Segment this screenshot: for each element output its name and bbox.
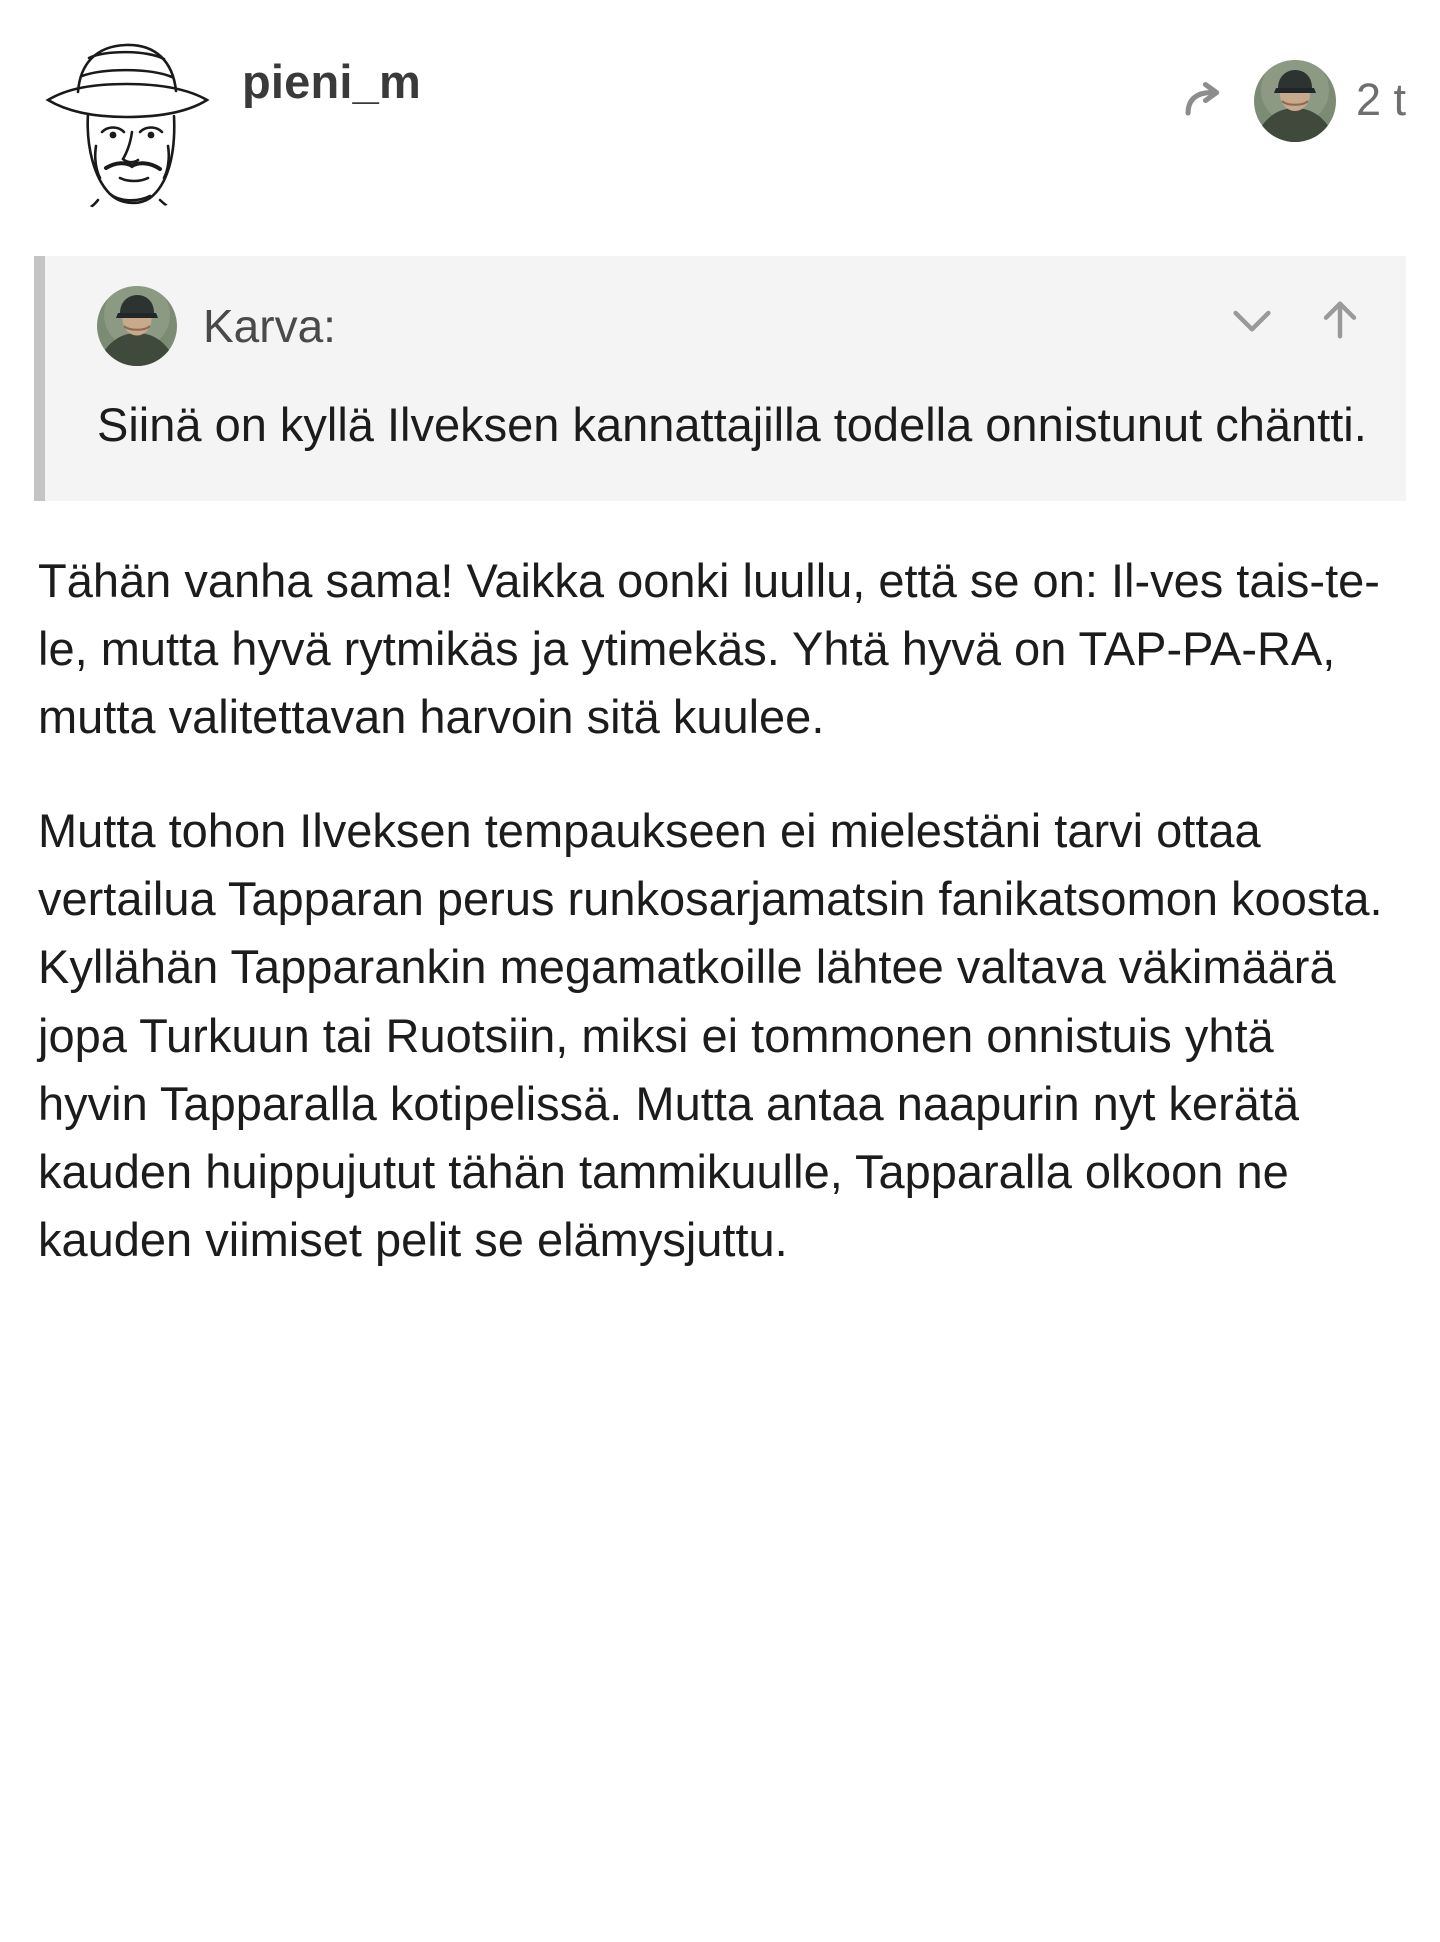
reply-arrow-icon[interactable] bbox=[1176, 72, 1234, 130]
up-arrow-icon[interactable] bbox=[1312, 292, 1368, 348]
post-paragraph: Tähän vanha sama! Vaikka oonki luullu, että se on: Il-ves tais-te-le, mutta hyvä rytmikäs ja ytimekäs. Yhtä hyvä on TAP-PA-RA, mutta valitettavan harvoin sitä kuulee. bbox=[38, 553, 1380, 744]
post-header-meta bbox=[1176, 60, 1406, 142]
man-cap-avatar-icon bbox=[1254, 60, 1336, 142]
chevron-down-icon[interactable] bbox=[1224, 292, 1280, 348]
quote-author: Karva: bbox=[203, 300, 336, 352]
avatar[interactable] bbox=[34, 28, 220, 214]
post-header bbox=[34, 28, 1406, 228]
quote-text: Siinä on kyllä Ilveksen kannattajilla todella onnistunut chäntti. bbox=[97, 398, 1367, 451]
quote-controls bbox=[1224, 292, 1368, 348]
man-cap-avatar-icon bbox=[97, 286, 177, 366]
post-paragraph: Mutta tohon Ilveksen tempaukseen ei mielestäni tarvi ottaa vertailua Tapparan perus runkosarjamatsin fanikatsomon koosta. Kyllähän Tapparankin megamatkoille lähtee valtava väkimäärä jopa Turkuun tai Ruotsiin, miksi ei tommonen onnistuis yhtä hyvin Tapparalla kotipelissä. Mutta antaa naapurin nyt kerätä kauden huippujutut tähän tammikuulle, Tapparalla olkoon ne kauden viimiset pelit se elämysjuttu. bbox=[38, 804, 1383, 1266]
recipient-avatar[interactable] bbox=[1254, 60, 1336, 142]
quote-avatar[interactable] bbox=[97, 286, 177, 366]
post-author: pieni_m bbox=[242, 55, 422, 108]
post-timestamp: 2 t bbox=[1355, 73, 1406, 125]
post-body bbox=[34, 547, 1406, 1274]
quote-header bbox=[97, 286, 1372, 366]
quoted-message bbox=[34, 256, 1406, 501]
cowboy-avatar-icon bbox=[34, 28, 220, 214]
